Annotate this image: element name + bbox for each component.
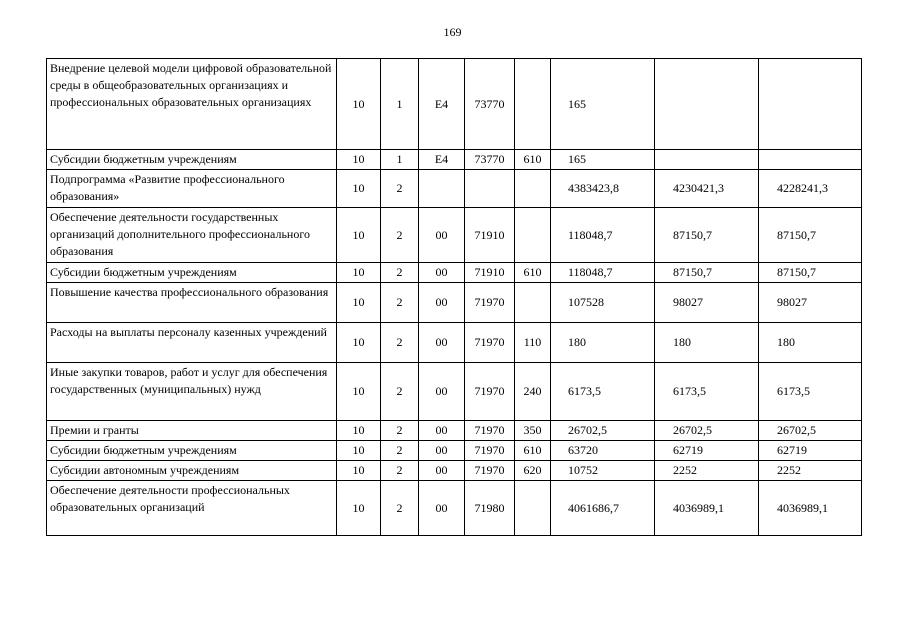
expense-type-code	[515, 59, 551, 150]
budget-table	[46, 58, 862, 536]
expense-type-code	[515, 283, 551, 323]
section-code: 10	[337, 441, 381, 461]
section-code: 10	[337, 481, 381, 536]
expense-type-code: 110	[515, 323, 551, 363]
section-code: 10	[337, 421, 381, 441]
expense-type-code	[515, 208, 551, 263]
row-name: Расходы на выплаты персоналу казенных учреждений	[47, 323, 337, 363]
amount-year-2: 4230421,3	[655, 170, 759, 208]
table-row	[47, 363, 862, 421]
row-name: Субсидии автономным учреждениям	[47, 461, 337, 481]
amount-year-2: 98027	[655, 283, 759, 323]
row-name: Премии и гранты	[47, 421, 337, 441]
amount-year-2: 62719	[655, 441, 759, 461]
amount-year-1: 26702,5	[551, 421, 655, 441]
table-row	[47, 170, 862, 208]
amount-year-2	[655, 150, 759, 170]
target-code: 73770	[465, 59, 515, 150]
expense-type-code	[515, 170, 551, 208]
expense-type-code: 610	[515, 263, 551, 283]
section-code: 10	[337, 461, 381, 481]
subsection-code: 2	[381, 441, 419, 461]
amount-year-2: 180	[655, 323, 759, 363]
table-row	[47, 208, 862, 263]
amount-year-3: 62719	[759, 441, 862, 461]
program-code: 00	[419, 441, 465, 461]
subsection-code: 2	[381, 208, 419, 263]
table-row	[47, 461, 862, 481]
row-name: Иные закупки товаров, работ и услуг для обеспечения государственных (муниципальных) нужд	[47, 363, 337, 421]
program-code: Е4	[419, 150, 465, 170]
amount-year-2: 87150,7	[655, 208, 759, 263]
subsection-code: 2	[381, 323, 419, 363]
program-code: 00	[419, 208, 465, 263]
amount-year-1: 10752	[551, 461, 655, 481]
table-row	[47, 59, 862, 150]
expense-type-code: 610	[515, 150, 551, 170]
amount-year-1: 4061686,7	[551, 481, 655, 536]
target-code: 71970	[465, 363, 515, 421]
amount-year-3: 180	[759, 323, 862, 363]
table-row	[47, 323, 862, 363]
subsection-code: 1	[381, 150, 419, 170]
subsection-code: 2	[381, 421, 419, 441]
program-code	[419, 170, 465, 208]
subsection-code: 2	[381, 170, 419, 208]
amount-year-3: 26702,5	[759, 421, 862, 441]
amount-year-1: 63720	[551, 441, 655, 461]
amount-year-2: 4036989,1	[655, 481, 759, 536]
subsection-code: 2	[381, 461, 419, 481]
amount-year-3: 87150,7	[759, 263, 862, 283]
expense-type-code: 350	[515, 421, 551, 441]
amount-year-3: 87150,7	[759, 208, 862, 263]
section-code: 10	[337, 323, 381, 363]
amount-year-3: 4036989,1	[759, 481, 862, 536]
section-code: 10	[337, 263, 381, 283]
row-name: Обеспечение деятельности профессиональных образовательных организаций	[47, 481, 337, 536]
amount-year-2: 6173,5	[655, 363, 759, 421]
amount-year-2	[655, 59, 759, 150]
program-code: 00	[419, 263, 465, 283]
program-code: 00	[419, 421, 465, 441]
amount-year-1: 165	[551, 150, 655, 170]
subsection-code: 1	[381, 59, 419, 150]
subsection-code: 2	[381, 283, 419, 323]
amount-year-1: 4383423,8	[551, 170, 655, 208]
row-name: Субсидии бюджетным учреждениям	[47, 263, 337, 283]
amount-year-1: 118048,7	[551, 263, 655, 283]
program-code: 00	[419, 461, 465, 481]
amount-year-1: 118048,7	[551, 208, 655, 263]
program-code: 00	[419, 283, 465, 323]
amount-year-1: 165	[551, 59, 655, 150]
program-code: 00	[419, 363, 465, 421]
program-code: 00	[419, 481, 465, 536]
expense-type-code: 240	[515, 363, 551, 421]
amount-year-2: 2252	[655, 461, 759, 481]
table-row	[47, 421, 862, 441]
expense-type-code: 610	[515, 441, 551, 461]
target-code	[465, 170, 515, 208]
section-code: 10	[337, 208, 381, 263]
amount-year-1: 107528	[551, 283, 655, 323]
row-name: Внедрение целевой модели цифровой образовательной среды в общеобразовательных организациях и профессиональных образовательных организациях	[47, 59, 337, 150]
amount-year-3	[759, 150, 862, 170]
amount-year-3: 6173,5	[759, 363, 862, 421]
target-code: 71970	[465, 441, 515, 461]
amount-year-3: 98027	[759, 283, 862, 323]
subsection-code: 2	[381, 263, 419, 283]
table-row	[47, 441, 862, 461]
section-code: 10	[337, 363, 381, 421]
amount-year-2: 26702,5	[655, 421, 759, 441]
target-code: 71980	[465, 481, 515, 536]
target-code: 71970	[465, 283, 515, 323]
row-name: Повышение качества профессионального образования	[47, 283, 337, 323]
section-code: 10	[337, 283, 381, 323]
target-code: 71970	[465, 323, 515, 363]
section-code: 10	[337, 150, 381, 170]
section-code: 10	[337, 59, 381, 150]
target-code: 71970	[465, 421, 515, 441]
page-number: 169	[443, 25, 462, 39]
section-code: 10	[337, 170, 381, 208]
expense-type-code: 620	[515, 461, 551, 481]
subsection-code: 2	[381, 481, 419, 536]
target-code: 71910	[465, 208, 515, 263]
row-name: Субсидии бюджетным учреждениям	[47, 150, 337, 170]
amount-year-2: 87150,7	[655, 263, 759, 283]
row-name: Подпрограмма «Развитие профессионального образования»	[47, 170, 337, 208]
row-name: Обеспечение деятельности государственных организаций дополнительного профессионального образования	[47, 208, 337, 263]
target-code: 71970	[465, 461, 515, 481]
table-row	[47, 283, 862, 323]
subsection-code: 2	[381, 363, 419, 421]
amount-year-1: 6173,5	[551, 363, 655, 421]
expense-type-code	[515, 481, 551, 536]
amount-year-3: 2252	[759, 461, 862, 481]
program-code: 00	[419, 323, 465, 363]
row-name: Субсидии бюджетным учреждениям	[47, 441, 337, 461]
program-code: Е4	[419, 59, 465, 150]
amount-year-3	[759, 59, 862, 150]
table-row	[47, 481, 862, 536]
amount-year-3: 4228241,3	[759, 170, 862, 208]
table-row	[47, 150, 862, 170]
target-code: 73770	[465, 150, 515, 170]
table-row	[47, 263, 862, 283]
target-code: 71910	[465, 263, 515, 283]
amount-year-1: 180	[551, 323, 655, 363]
